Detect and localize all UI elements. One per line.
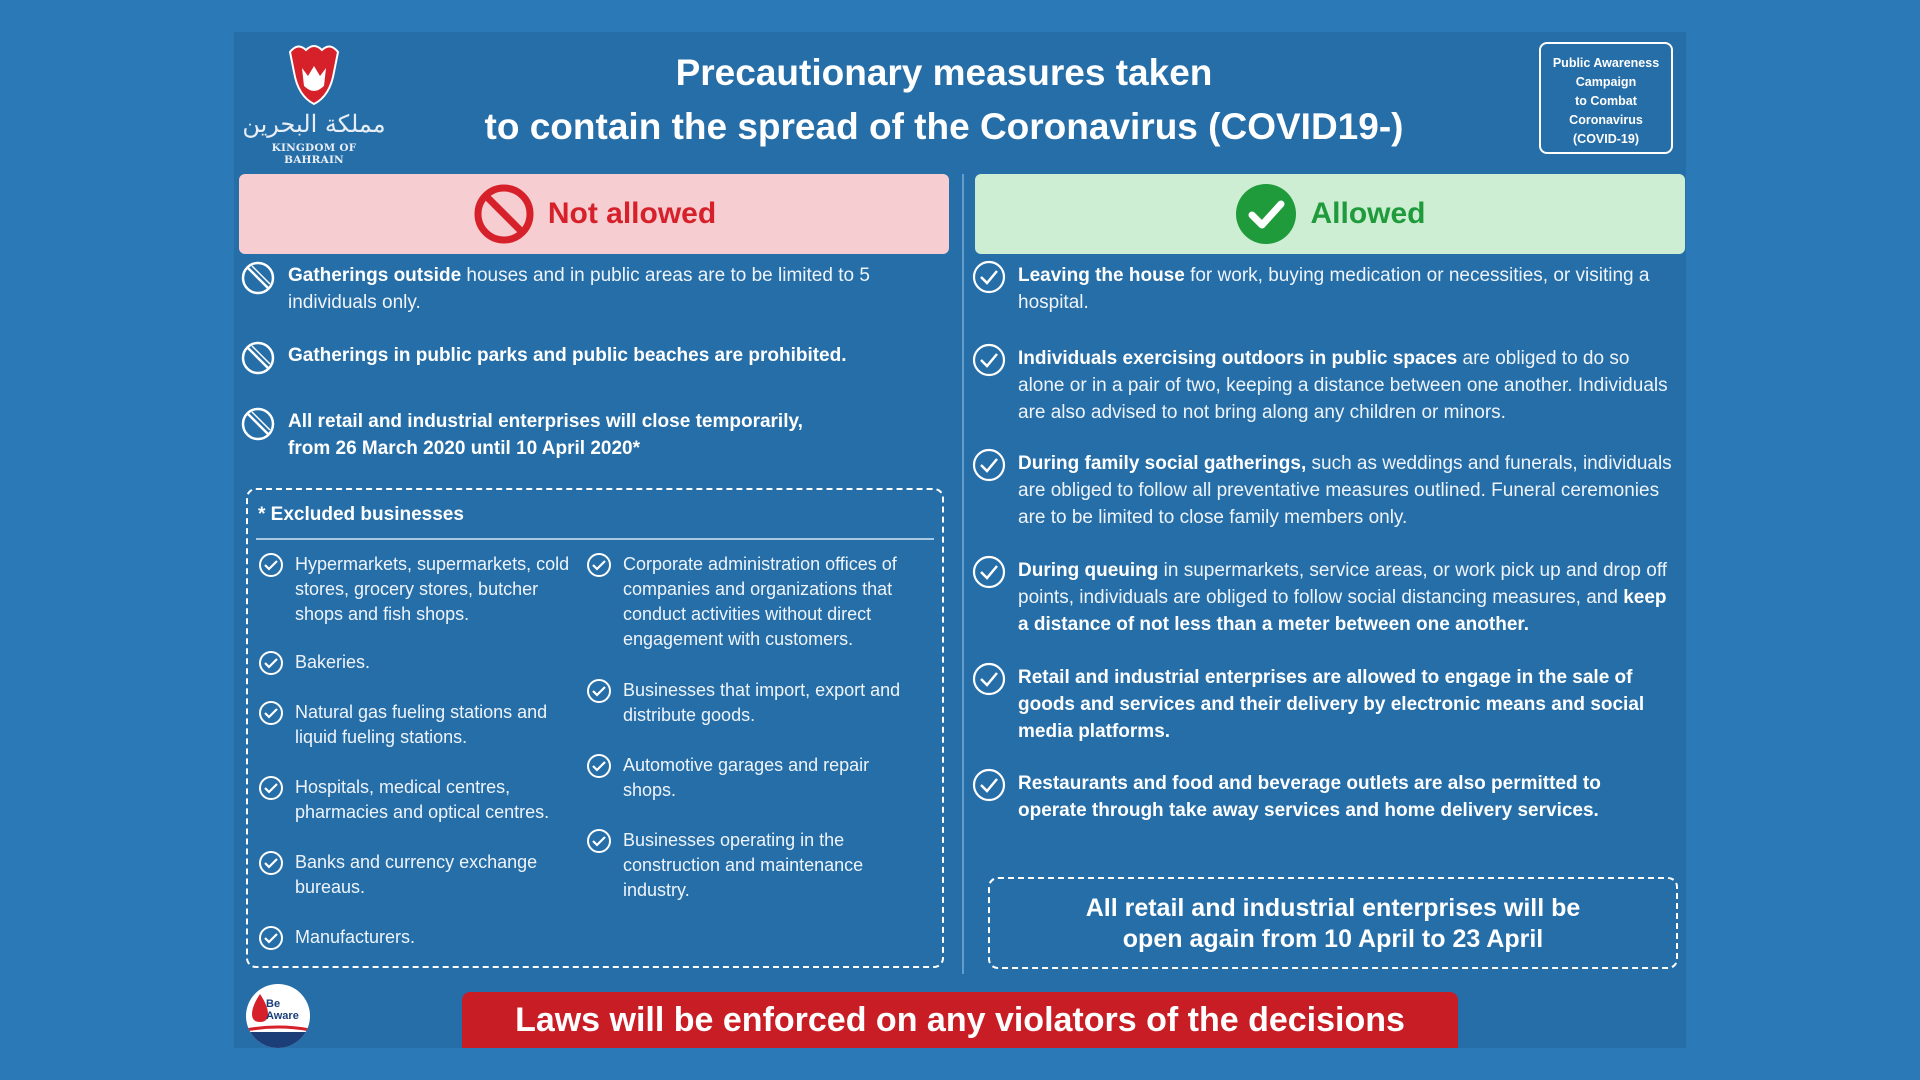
be-aware-badge xyxy=(246,984,310,1048)
item-bold: Leaving the house xyxy=(1018,265,1185,286)
excluded-item-text: Hypermarkets, supermarkets, cold stores, grocery stores, butcher shops and fish shops. xyxy=(295,554,570,624)
item-bold-2: keep a distance of not less than a meter between one another. xyxy=(1018,587,1667,635)
campaign-line: Coronavirus xyxy=(1569,113,1643,127)
check-circle-icon xyxy=(972,448,1006,482)
excluded-item-text: Banks and currency exchange bureaus. xyxy=(295,852,538,897)
excluded-item xyxy=(258,700,573,750)
column-divider xyxy=(962,174,964,974)
check-circle-icon xyxy=(972,555,1006,589)
allowed-heading: Allowed xyxy=(1310,197,1426,230)
item-bold: Gatherings outside xyxy=(288,265,462,286)
excluded-businesses-box xyxy=(246,488,944,968)
item-text: houses and in public areas are to be limited to 5 individuals only. xyxy=(288,265,870,313)
excluded-title: * Excluded businesses xyxy=(258,504,464,525)
item-bold: Individuals exercising outdoors in public spaces xyxy=(1018,348,1458,369)
bahrain-emblem-icon xyxy=(284,42,344,108)
allowed-item xyxy=(972,770,1672,824)
check-circle-icon xyxy=(258,650,284,676)
not-allowed-header xyxy=(239,174,949,254)
campaign-line: Public Awareness xyxy=(1552,56,1660,70)
title-line-2: to contain the spread of the Coronavirus (COVID19-) xyxy=(484,106,1404,147)
check-circle-icon xyxy=(258,925,284,951)
check-circle-icon xyxy=(586,678,612,704)
not-allowed-heading: Not allowed xyxy=(547,197,717,230)
check-circle-icon xyxy=(972,662,1006,696)
prohibited-icon xyxy=(240,406,276,442)
title-line-1: Precautionary measures taken xyxy=(675,52,1213,93)
allowed-header xyxy=(975,174,1685,254)
campaign-line: (COVID-19) xyxy=(1573,132,1639,146)
campaign-badge xyxy=(1539,42,1673,154)
allowed-item xyxy=(972,557,1672,638)
allowed-item xyxy=(972,664,1672,745)
item-bold: Restaurants and food and beverage outlets are also permitted to operate through take away services and home delivery services. xyxy=(1018,773,1601,821)
item-bold: Gatherings in public parks and public beaches are prohibited. xyxy=(288,345,847,366)
item-bold: All retail and industrial enterprises will close temporarily, from 26 March 2020 until 10 April 2020* xyxy=(288,411,803,459)
excluded-divider xyxy=(256,538,934,540)
excluded-item-text: Bakeries. xyxy=(295,652,371,672)
excluded-item xyxy=(258,850,573,900)
logo-arabic-text: مملكة البحرين xyxy=(242,110,386,138)
enforcement-banner: Laws will be enforced on any violators of the decisions xyxy=(462,992,1458,1048)
kingdom-of-bahrain-logo xyxy=(240,40,388,166)
excluded-item-text: Businesses that import, export and distribute goods. xyxy=(623,680,901,725)
check-circle-icon xyxy=(972,768,1006,802)
not-allowed-item xyxy=(240,262,940,316)
page-title xyxy=(444,46,1444,154)
excluded-item xyxy=(586,552,926,652)
item-bold: Retail and industrial enterprises are allowed to engage in the sale of goods and services and their delivery by electronic means and social media platforms. xyxy=(1018,667,1645,742)
not-allowed-item xyxy=(240,342,940,376)
reopen-line-2: open again from 10 April to 23 April xyxy=(1122,925,1544,953)
poster xyxy=(234,32,1686,1048)
badge-line-2: Aware xyxy=(266,1010,299,1022)
prohibited-icon xyxy=(240,260,276,296)
excluded-item xyxy=(586,678,926,728)
not-allowed-item xyxy=(240,408,830,462)
item-text: such as weddings and funerals, individuals are obliged to follow all preventative measures outlined. Funeral ceremonies are to be limited to close family members only. xyxy=(1018,453,1672,528)
excluded-item-text: Businesses operating in the construction and maintenance industry. xyxy=(623,830,864,900)
excluded-item xyxy=(586,828,926,903)
excluded-item xyxy=(586,753,926,803)
logo-english-text: KINGDOM OF BAHRAIN xyxy=(271,142,357,166)
check-circle-icon xyxy=(586,753,612,779)
allowed-item xyxy=(972,262,1672,316)
excluded-item xyxy=(258,775,573,825)
excluded-item xyxy=(258,552,573,627)
badge-line-1: Be xyxy=(266,998,281,1010)
allowed-item xyxy=(972,345,1672,426)
check-circle-icon xyxy=(586,828,612,854)
reopen-line-1: All retail and industrial enterprises will be xyxy=(1085,894,1581,922)
excluded-item-text: Hospitals, medical centres, pharmacies and optical centres. xyxy=(295,777,550,822)
check-circle-icon xyxy=(258,850,284,876)
excluded-item-text: Automotive garages and repair shops. xyxy=(623,755,870,800)
check-circle-icon xyxy=(1234,182,1298,246)
allowed-item xyxy=(972,450,1672,531)
excluded-item xyxy=(258,925,573,951)
check-circle-icon xyxy=(258,775,284,801)
campaign-line: Campaign xyxy=(1575,75,1637,89)
excluded-item-text: Corporate administration offices of companies and organizations that conduct activities without direct engagement with customers. xyxy=(623,554,897,649)
item-text: are obliged to do so alone or in a pair of two, keeping a distance between one another. Individuals are also advised to not bring along any children or minors. xyxy=(1018,348,1668,423)
prohibited-icon xyxy=(472,182,536,246)
prohibited-icon xyxy=(240,340,276,376)
check-circle-icon xyxy=(972,343,1006,377)
item-bold: During family social gatherings, xyxy=(1018,453,1307,474)
item-text: for work, buying medication or necessities, or visiting a hospital. xyxy=(1018,265,1650,313)
excluded-item xyxy=(258,650,573,676)
excluded-item-text: Natural gas fueling stations and liquid fueling stations. xyxy=(295,702,548,747)
item-text: in supermarkets, service areas, or work pick up and drop off points, individuals are obliged to follow social distancing measures, and xyxy=(1018,560,1668,608)
check-circle-icon xyxy=(972,260,1006,294)
item-bold: During queuing xyxy=(1018,560,1159,581)
excluded-item-text: Manufacturers. xyxy=(295,927,416,947)
reopen-notice xyxy=(988,877,1678,969)
check-circle-icon xyxy=(258,700,284,726)
check-circle-icon xyxy=(586,552,612,578)
campaign-line: to Combat xyxy=(1575,94,1637,108)
check-circle-icon xyxy=(258,552,284,578)
